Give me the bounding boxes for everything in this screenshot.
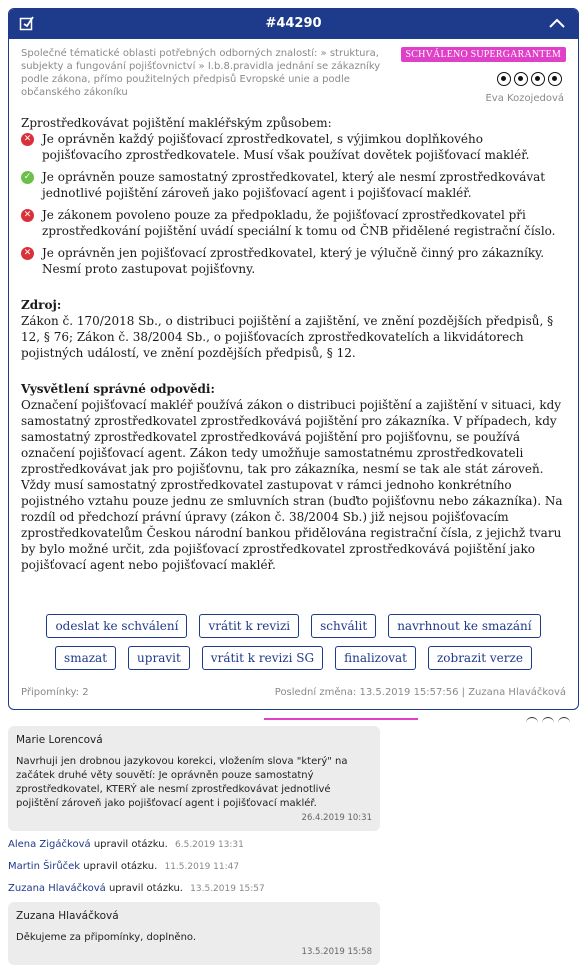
log-user[interactable]: Zuzana Hlaváčková (8, 883, 106, 894)
action-buttons (9, 614, 578, 678)
log-user[interactable]: Martin Širůček (8, 861, 81, 872)
comment-text: Navrhuji jen drobnou jazykovou korekci, vložením slova "který" na začátek druhé věty souvětí: Je oprávněn pouze samostatný zprostředkovatel, KTERÝ ale nesmí zprostředkovávat jednotlivé pojištění zároveň jako pojišťovací agent i pojišťovací makléř. (16, 756, 348, 809)
activity-log-item (8, 883, 265, 894)
breadcrumb (21, 47, 381, 99)
answer-item (21, 245, 566, 277)
rating-dot-icon (548, 72, 562, 86)
log-action: upravil otázku. (108, 883, 183, 894)
wrong-icon: ✕ (21, 133, 34, 146)
comment-card (8, 902, 380, 965)
card-header (9, 9, 578, 39)
status-badge: SCHVÁLENO SUPERGARANTEM (401, 47, 566, 62)
log-action: upravil otázku. (83, 861, 158, 872)
chevron-up-icon[interactable] (548, 16, 566, 30)
card-footer (21, 687, 566, 698)
wrong-icon: ✕ (21, 247, 34, 260)
answer-text: Je oprávněn každý pojišťovací zprostředkovatel, s výjimkou doplňkového pojišťovacího zprostředkovatele. Musí však používat dovětek pojišťovací makléř. (42, 132, 530, 162)
explanation-text: Označení pojišťovací makléř používá zákon o distribuci pojištění a zajištění v situaci, kdy samostatný zprostředkovatel zprostředkovává pojištění pro zákazníka. V případech, kdy samostatný zprostředkovatel zprostředkovává pojištění pro pojišťovnu, se používá označení pojišťovací agent. Zákon tedy umožňuje samostatnému zprostředkovateli zprostředkovávat jak pro pojišťovnu, tak pro zákazníka, nesmí se tak ale stát zároveň. Vždy musí samostatný zprostředkovatel zastupovat v rámci jednoho konkrétního pojistného vztahu pouze jednu ze smluvních stran (buďto pojišťovnu nebo zákazníka). Na rozdíl od předchozí právní úpravy (zákon č. 38/2004 Sb.) již nejsou pojišťovacím zprostředkovatelům Českou národní bankou přidělována registrační čísla, z jejichž tvaru by bylo možné určit, zda pojišťovací zprostředkovatel zprostředkovává pojištění jako pojišťovací agent nebo pojišťovací makléř. (21, 398, 563, 572)
next-card-badge-edge (264, 718, 418, 720)
return-to-revision-button[interactable]: vrátit k revizi (199, 614, 299, 638)
question-id: #44290 (265, 16, 322, 31)
log-time: 13.5.2019 15:57 (190, 884, 265, 894)
answer-item (21, 169, 566, 201)
question-content (21, 115, 566, 573)
comment-time: 26.4.2019 10:31 (301, 813, 372, 823)
explanation-label: Vysvětlení správné odpovědi: (21, 382, 215, 396)
comment-author: Zuzana Hlaváčková (16, 910, 119, 922)
comments-count: Připomínky: 2 (21, 687, 89, 698)
answer-item (21, 207, 566, 239)
log-time: 11.5.2019 11:47 (164, 862, 240, 872)
rating-dot-icon (514, 72, 528, 86)
activity-log-item (8, 861, 239, 872)
rating-dot-icon (497, 72, 511, 86)
log-user[interactable]: Alena Zigáčková (8, 839, 91, 850)
comment-author: Marie Lorencová (16, 734, 103, 746)
button-row (9, 614, 578, 638)
question-text: Zprostředkovávat pojištění makléřským způsobem: (21, 116, 332, 130)
propose-delete-button[interactable]: navrhnout ke smazání (388, 614, 540, 638)
comment-time: 13.5.2019 15:58 (301, 947, 372, 957)
reviewer-name: Eva Kozojedová (485, 93, 564, 104)
rating-dots (497, 72, 562, 86)
last-change: Poslední změna: 13.5.2019 15:57:56 | Zuzana Hlaváčková (274, 687, 566, 698)
answer-text: Je oprávněn jen pojišťovací zprostředkovatel, který je výlučně činný pro zákazníky. Nesmí proto zastupovat pojišťovny. (42, 246, 545, 276)
button-row (9, 646, 578, 670)
send-for-approval-button[interactable]: odeslat ke schválení (46, 614, 187, 638)
delete-button[interactable]: smazat (55, 646, 116, 670)
next-card-rating-edge (526, 717, 570, 723)
answer-item (21, 131, 566, 163)
correct-icon: ✓ (21, 171, 34, 184)
comment-card (8, 726, 380, 831)
comment-text: Děkujeme za připomínky, doplněno. (16, 932, 197, 943)
log-time: 6.5.2019 13:31 (175, 840, 244, 850)
source-text: Zákon č. 170/2018 Sb., o distribuci pojištění a zajištění, ve znění pozdějších předpisů, § 12, § 76; Zákon č. 38/2004 Sb., o pojišťovacích zprostředkovatelích a likvidátorech pojistných událostí, ve znění pozdějších předpisů, § 12. (21, 314, 554, 360)
breadcrumb-text: Společné tématické oblasti potřebných odborných znalostí: » struktura, subjekty a fungování pojišťovnictví » I.b.8.pravidla jednání se zákazníky podle zákona, přímo použitelných předpisů Evropské unie a podle občanského zákoníku (21, 48, 381, 98)
approve-button[interactable]: schválit (311, 614, 376, 638)
answer-text: Je oprávněn pouze samostatný zprostředkovatel, který ale nesmí zprostředkovávat jednotlivé pojištění zároveň jako pojišťovací agent i pojišťovací makléř. (42, 170, 546, 200)
activity-log-item (8, 839, 244, 850)
question-card (8, 8, 579, 710)
return-to-revision-sg-button[interactable]: vrátit k revizi SG (202, 646, 323, 670)
show-versions-button[interactable]: zobrazit verze (428, 646, 532, 670)
answer-text: Je zákonem povoleno pouze za předpokladu, že pojišťovací zprostředkovatel při zprostředkování pojištění uvádí speciální k tomu od ČNB přidělené registrační číslo. (42, 208, 556, 238)
log-action: upravil otázku. (93, 839, 168, 850)
rating-dot-icon (531, 72, 545, 86)
edit-button[interactable]: upravit (128, 646, 190, 670)
source-label: Zdroj: (21, 298, 62, 312)
finalize-button[interactable]: finalizovat (335, 646, 416, 670)
wrong-icon: ✕ (21, 209, 34, 222)
